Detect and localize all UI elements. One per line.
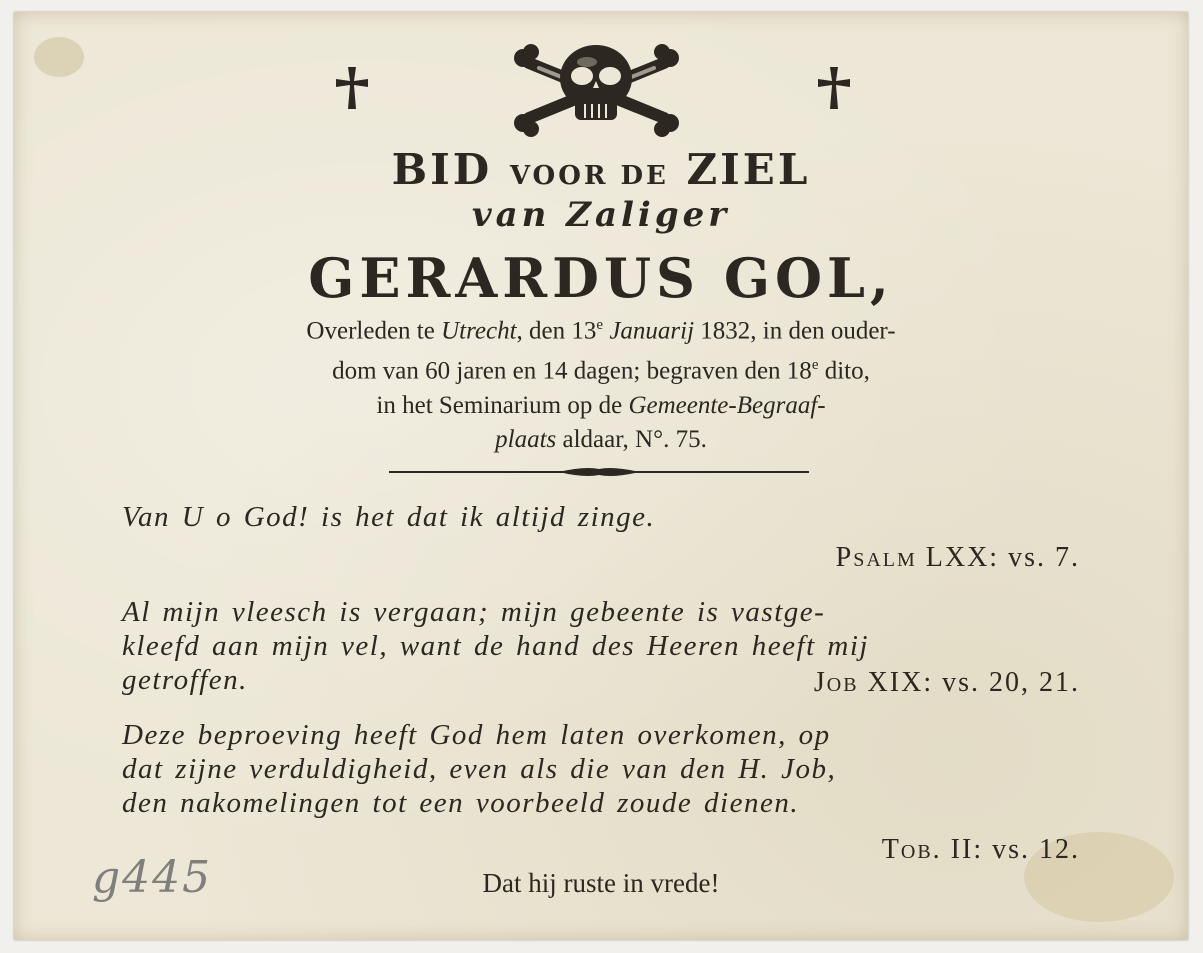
reference-verse: LXX: vs. 7. (916, 542, 1080, 573)
quote-line: kleefd aan mijn vel, want de hand des Heeren heeft mij (122, 630, 869, 662)
reference-verse: II: vs. 12. (941, 834, 1080, 865)
cross-right-icon (811, 65, 857, 111)
obit-text: dom van 60 jaren en 14 dagen; begraven den 18 (332, 357, 812, 385)
obit-text: Overleden te (306, 317, 442, 345)
quote-tobit (122, 718, 1080, 820)
skull-crossbones-icon (509, 38, 684, 138)
ornamental-divider (389, 464, 809, 480)
deceased-name: GERARDUS GOL, (308, 246, 894, 310)
closing-prayer: Dat hij ruste in vrede! (482, 868, 720, 898)
paper-stain (34, 37, 84, 77)
quote-line: den nakomelingen tot een voorbeeld zoude dienen. (122, 787, 800, 819)
obit-sup: e (596, 317, 604, 333)
heading-voor-de: VOOR DE (509, 161, 669, 191)
reference-book: Psalm (835, 542, 917, 573)
obituary-line (14, 423, 1188, 457)
obit-city: Utrecht (441, 317, 517, 345)
obit-text: , den 13 (516, 317, 597, 345)
obituary-text (14, 308, 1188, 457)
handwritten-inventory-number: g445 (92, 852, 213, 903)
quote-line: Al mijn vleesch is vergaan; mijn gebeente is vastge- (122, 596, 826, 628)
quote-line: Van U o God! is het dat ik altijd zinge. (122, 501, 656, 533)
quote-line: Deze beproeving heeft God hem laten overkomen, op (122, 719, 831, 751)
quote-psalm (122, 500, 1080, 534)
cross-left-icon (329, 65, 375, 111)
heading-van-zaliger: van Zaliger (471, 195, 731, 235)
quote-line: dat zijne verduldigheid, even als die van den H. Job, (122, 753, 837, 785)
heading-ziel: ZIEL (686, 145, 811, 194)
obit-cemetery: plaats (495, 425, 557, 453)
heading-bid: BID (391, 145, 493, 194)
obituary-line (14, 308, 1188, 348)
reference-book: Tob. (881, 834, 942, 865)
reference-verse: XIX: vs. 20, 21. (858, 667, 1080, 698)
reference-job (814, 667, 1080, 699)
heading-pray-for-soul (14, 145, 1188, 194)
reference-psalm (836, 542, 1080, 574)
memorial-card (14, 12, 1188, 940)
obituary-line (14, 348, 1188, 388)
reference-book: Job (813, 667, 859, 698)
obit-text: aldaar, N°. 75. (556, 425, 707, 453)
obit-month: Januarij (603, 317, 695, 345)
quote-line: getroffen. (122, 664, 248, 696)
obit-text: in het Seminarium op de (376, 391, 629, 419)
obit-sup: e (811, 357, 819, 374)
obit-text: 1832, in den ouder- (694, 317, 896, 345)
obit-text: dito, (818, 357, 870, 385)
obit-cemetery: Gemeente-Begraaf- (628, 391, 826, 419)
reference-tobit (882, 834, 1080, 866)
obituary-line (14, 389, 1188, 423)
